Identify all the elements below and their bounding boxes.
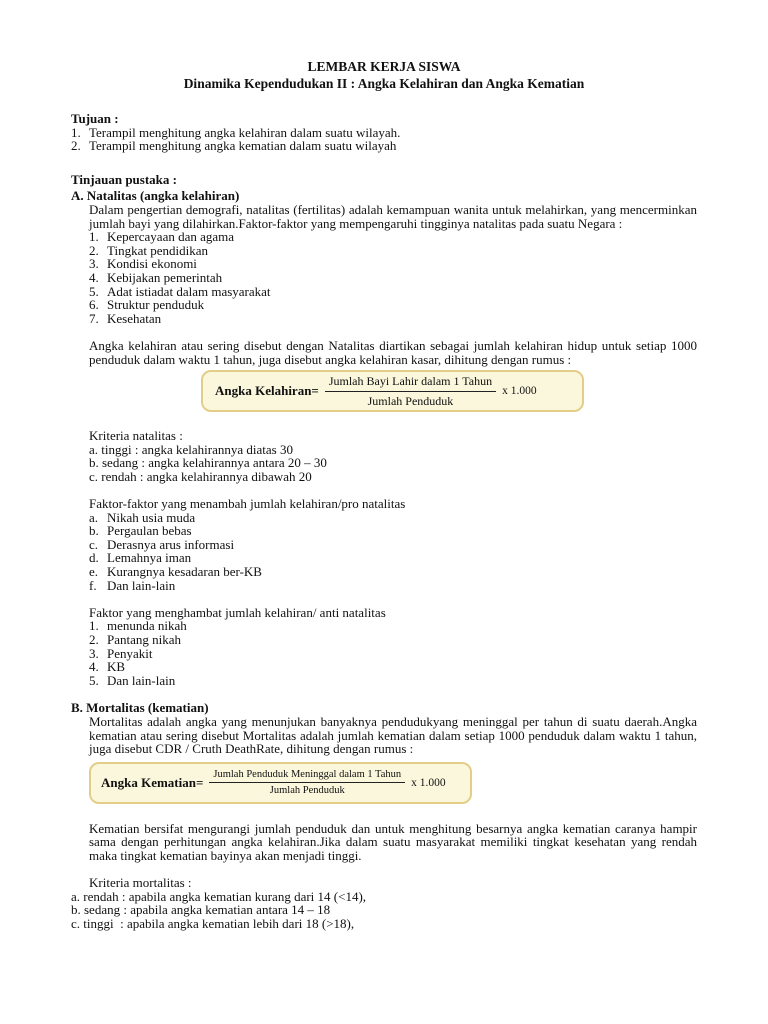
tujuan-list	[71, 126, 697, 153]
formula-numerator: Jumlah Bayi Lahir dalam 1 Tahun	[328, 373, 493, 388]
mortalitas-paragraph-1: Mortalitas adalah angka yang menunjukan banyaknya pendudukyang meninggal per tahun di suatu daerah.Angka kematian atau sering disebut Mortalitas adalah jumlah kematian dalam setiap 1000 penduduk dalam waktu 1 tahun, juga disebut CDR / Cruth DeathRate, dihitung dengan rumus :	[89, 713, 697, 757]
list-item: 1. Kepercayaan dan agama	[89, 229, 235, 245]
list-item: f. Dan lain-lain	[89, 577, 176, 593]
natalitas-paragraph-2: Angka kelahiran atau sering disebut dengan Natalitas diartikan sebagai jumlah kelahiran hidup untuk setiap 1000 penduduk dalam waktu 1 tahun, juga disebut angka kelahiran kasar, dihitung dengan rumus :	[89, 337, 697, 367]
tujuan-heading: Tujuan :	[71, 111, 119, 126]
list-item: a. rendah : apabila angka kematian kurang dari 14 (<14),	[71, 888, 367, 904]
list-item: b. sedang : apabila angka kematian antara 14 – 18	[71, 902, 331, 918]
formula-denominator: Jumlah Penduduk	[367, 393, 454, 408]
mortalitas-heading: B. Mortalitas (kematian)	[71, 700, 209, 716]
formula-fraction	[325, 374, 496, 409]
formula-multiplier: x 1.000	[502, 385, 537, 398]
pro-natalitas-heading: Faktor-faktor yang menambah jumlah kelahiran/pro natalitas	[89, 496, 406, 512]
formula-denominator: Jumlah Penduduk	[269, 785, 345, 797]
kriteria-natalitas-heading: Kriteria natalitas :	[89, 428, 183, 444]
list-item: 4. Kebijakan pemerintah	[89, 269, 223, 285]
formula-numerator: Jumlah Penduduk Meninggal dalam 1 Tahun	[213, 769, 402, 781]
natalitas-paragraph-1: Dalam pengertian demografi, natalitas (fertilitas) adalah kemampuan wanita untuk melahirkan, yang mencerminkan jumlah bayi yang dilahirkan.Faktor-faktor yang mempengaruhi tingginya natalitas pada suatu Negara :	[89, 201, 697, 231]
list-item: 2. Pantang nikah	[89, 632, 182, 647]
formula-label: Angka Kelahiran=	[215, 383, 319, 399]
list-item: c. rendah : angka kelahirannya dibawah 20	[89, 468, 312, 484]
list-item: 4. KB	[89, 659, 126, 675]
anti-natalitas-heading: Faktor yang menghambat jumlah kelahiran/ anti natalitas	[89, 604, 386, 620]
page-title: LEMBAR KERJA SISWA	[307, 59, 461, 74]
list-item: c. Derasnya arus informasi	[89, 536, 235, 552]
formula-multiplier: x 1.000	[411, 776, 446, 789]
pro-natalitas-list	[89, 511, 697, 593]
formula-fraction	[209, 769, 405, 796]
list-item: 1. menunda nikah	[89, 618, 187, 634]
natalitas-body	[71, 203, 697, 687]
list-item: b. sedang : angka kelahirannya antara 20 – 30	[89, 455, 327, 471]
list-item: a. tinggi : angka kelahirannya diatas 30	[89, 441, 293, 457]
birth-rate-formula	[201, 370, 584, 412]
list-item: 3. Penyakit	[89, 645, 153, 661]
list-item: 6. Struktur penduduk	[89, 297, 205, 313]
mortalitas-body	[71, 715, 697, 890]
mortalitas-paragraph-2: Kematian bersifat mengurangi jumlah penduduk dan untuk menghitung besarnya angka kematian caranya hampir sama dengan perhitungan angka kelahiran.Jika dalam suatu masyarakat memiliki tingkat kesehatan yang rendah maka tingkat kematian bayinya akan menjadi tinggi.	[89, 820, 697, 863]
list-item: 2. Tingkat pendidikan	[89, 242, 208, 258]
list-item: 7. Kesehatan	[89, 310, 162, 326]
list-item: e. Kurangnya kesadaran ber-KB	[89, 564, 262, 580]
list-item: a. Nikah usia muda	[89, 509, 196, 525]
kriteria-mortalitas-heading: Kriteria mortalitas :	[89, 875, 192, 891]
list-item: 5. Dan lain-lain	[89, 672, 176, 688]
worksheet-page	[71, 58, 697, 931]
natalitas-factor-list	[89, 230, 697, 325]
list-item: 2. Terampil menghitung angka kematian dalam suatu wilayah	[71, 138, 397, 154]
anti-natalitas-list	[89, 619, 697, 687]
tinjauan-heading: Tinjauan pustaka :	[71, 171, 177, 187]
list-item: c. tinggi : apabila angka kematian lebih dari 18 (>18),	[71, 915, 355, 931]
list-item: 1. Terampil menghitung angka kelahiran dalam suatu wilayah.	[71, 124, 401, 140]
formula-label: Angka Kematian=	[101, 774, 204, 790]
list-item: 3. Kondisi ekonomi	[89, 256, 197, 272]
page-subtitle: Dinamika Kependudukan II : Angka Kelahiran dan Angka Kematian	[183, 76, 585, 91]
death-rate-formula	[89, 762, 472, 804]
list-item: d. Lemahnya iman	[89, 550, 192, 566]
natalitas-heading: A. Natalitas (angka kelahiran)	[71, 188, 240, 204]
list-item: 5. Adat istiadat dalam masyarakat	[89, 283, 271, 299]
list-item: b. Pergaulan bebas	[89, 523, 192, 539]
